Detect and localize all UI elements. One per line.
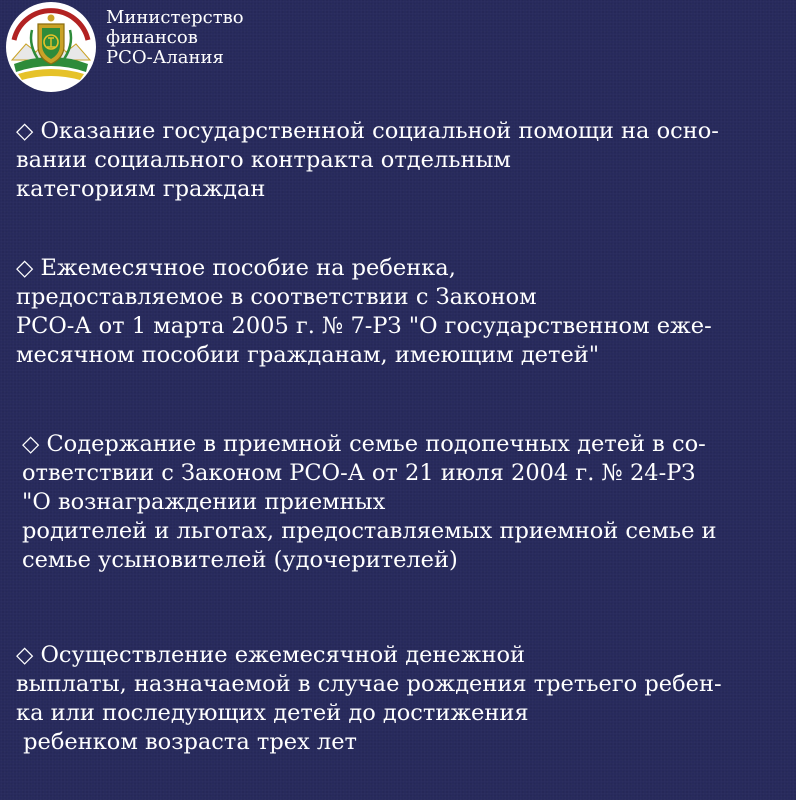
item-text-line: ◇ Содержание в приемной семье подопечных детей в со- (22, 431, 706, 457)
list-item-monthly-payment (16, 641, 786, 757)
item-text-line: ка или последующих детей до достижения (16, 700, 529, 726)
item-text-line: "О вознаграждении приемных (22, 489, 386, 515)
ministry-name (106, 8, 244, 68)
ministry-name-line: Министерство (106, 7, 244, 28)
item-text-line: родителей и льготах, предоставляемых приемной семье и (22, 518, 717, 544)
item-text-line: выплаты, назначаемой в случае рождения третьего ребен- (16, 671, 722, 697)
ministry-emblem-icon (4, 0, 98, 94)
item-text-line: месячном пособии гражданам, имеющим детей" (16, 342, 600, 368)
item-text-line: ◇ Ежемесячное пособие на ребенка, (16, 255, 456, 281)
ministry-name-line: РСО-Алания (106, 47, 224, 68)
list-item-social-contract (16, 117, 786, 204)
ministry-name-line: финансов (106, 27, 198, 48)
item-text-line: категориям граждан (16, 176, 266, 202)
ministry-logo (4, 0, 98, 94)
item-text-line: ответствии с Законом РСО-А от 21 июля 2004 г. № 24-РЗ (22, 460, 696, 486)
item-text-line: ◇ Осуществление ежемесячной денежной (16, 642, 525, 668)
item-text-line: вании социального контракта отдельным (16, 147, 511, 173)
item-text-line: ◇ Оказание государственной социальной помощи на осно- (16, 118, 719, 144)
item-text-line: ребенком возраста трех лет (16, 729, 357, 755)
list-item-child-allowance (16, 254, 786, 370)
item-text-line: предоставляемое в соответствии с Законом (16, 284, 537, 310)
list-item-foster-family (22, 430, 792, 575)
item-text-line: РСО-А от 1 марта 2005 г. № 7-РЗ "О государственном еже- (16, 313, 712, 339)
item-text-line: семье усыновителей (удочерителей) (22, 547, 458, 573)
